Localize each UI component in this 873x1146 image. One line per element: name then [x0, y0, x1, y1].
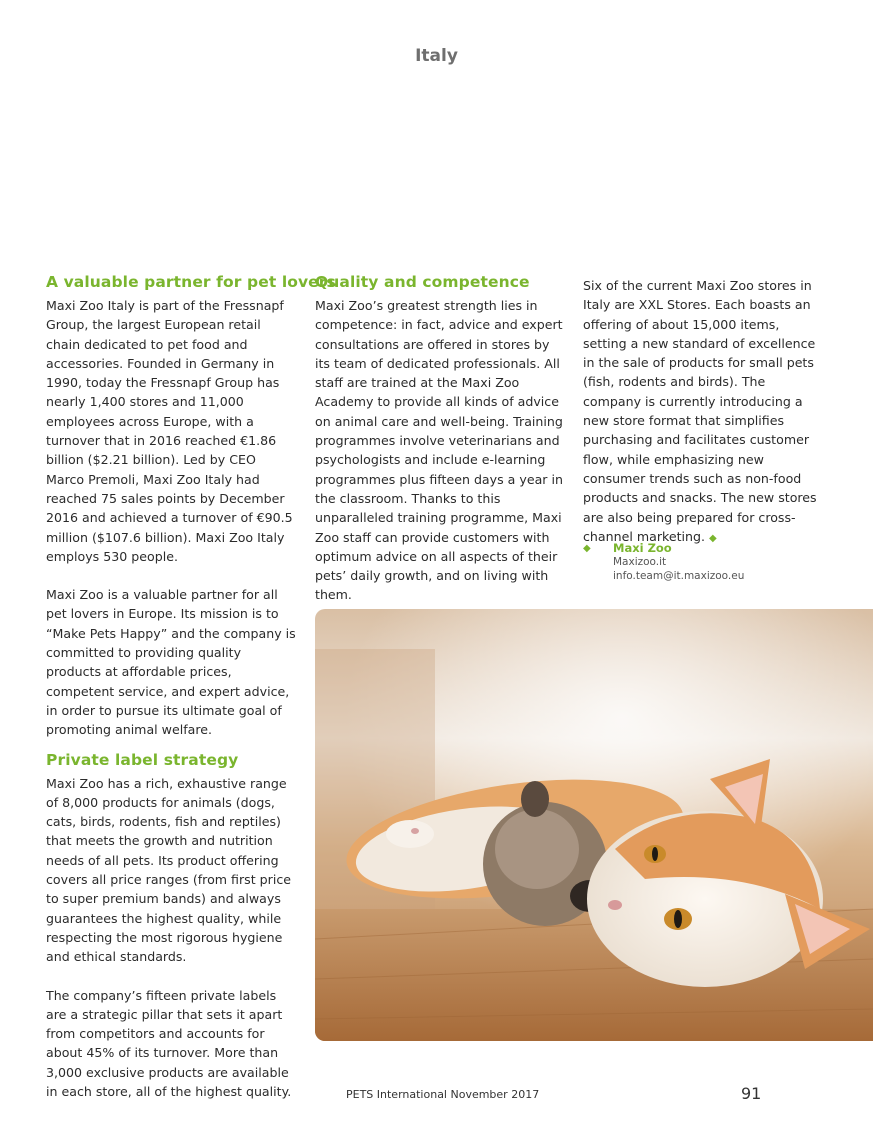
- column-right: [583, 276, 827, 548]
- end-of-article-icon: ◆: [709, 532, 717, 544]
- cat-photo: [315, 609, 873, 1041]
- heading-quality-competence: Quality and competence: [315, 273, 530, 291]
- heading-private-label: Private label strategy: [46, 750, 239, 769]
- column-left: [46, 270, 336, 1101]
- contact-email[interactable]: info.team@it.maxizoo.eu: [613, 570, 745, 582]
- paragraph-private-labels: The company’s fifteen private labels are a strategic pillar that sets it apart from competitors and accounts for about 45% of its turnover. More than 3,000 exclusive products are available in each store, all of the highest quality.: [46, 987, 292, 1099]
- paragraph-fressnapf-group: Maxi Zoo Italy is part of the Fressnapf Group, the largest European retail chain dedicated to pet food and accessories. Founded in Germany in 1990, today the Fressnapf Group has nearly 1,400 stores and 11,000 employees across Europe, with a turnover that in 2016 reached €1.86 billion ($2.21 billion). Led by CEO Marco Premoli, Maxi Zoo Italy had reached 75 sales points by December 2016 and achieved a turnover of €90.5 million ($107.6 billion). Maxi Zoo Italy employs 530 people.: [46, 298, 293, 564]
- diamond-bullet-icon: ◆: [583, 543, 591, 554]
- page-number: 91: [741, 1084, 762, 1103]
- paragraph-competence: Maxi Zoo’s greatest strength lies in competence: in fact, advice and expert consultations are offered in stores by its team of dedicated professionals. All staff are trained at the Maxi Zoo Academy to provide all kinds of advice on animal care and well-being. Training programmes involve veterinarians and psychologists and include e-learning programmes plus fifteen days a year in the classroom. Thanks to this unparalleled training programme, Maxi Zoo staff can provide customers with optimum advice on all aspects of their pets’ daily growth, and on living with them.: [315, 298, 563, 603]
- paragraph-mission: Maxi Zoo is a valuable partner for all pet lovers in Europe. Its mission is to “Make Pets Happy” and the company is committed to providing quality products at affordable prices, competent service, and expert advice, in order to pursue its ultimate goal of promoting animal welfare.: [46, 587, 296, 738]
- heading-valuable-partner: A valuable partner for pet lovers: [46, 273, 336, 291]
- column-middle: [315, 270, 563, 605]
- paragraph-xxl-stores: [583, 276, 827, 548]
- contact-name: Maxi Zoo: [613, 541, 672, 555]
- section-label: Italy: [415, 46, 458, 66]
- paragraph-product-range: Maxi Zoo has a rich, exhaustive range of 8,000 products for animals (dogs, cats, birds, rodents, fish and reptiles) that meets the growth and nutrition needs of all pets. Its product offering covers all price ranges (from first price to super premium bands) and always guarantees the highest quality, while respecting the most rigorous hygiene and ethical standards.: [46, 775, 291, 965]
- xxl-stores-text: Six of the current Maxi Zoo stores in Italy are XXL Stores. Each boasts an offering of about 15,000 items, setting a new standard of excellence in the sale of products for small pets (fish, rodents and birds). The company is currently introducing a new store format that simplifies purchasing and facilitates customer flow, while emphasizing new consumer trends such as non-food products and snacks. The new stores are also being prepared for cross-channel marketing.: [583, 278, 817, 544]
- footer-publication: PETS International November 2017: [346, 1088, 540, 1101]
- contact-website[interactable]: Maxizoo.it: [613, 556, 667, 568]
